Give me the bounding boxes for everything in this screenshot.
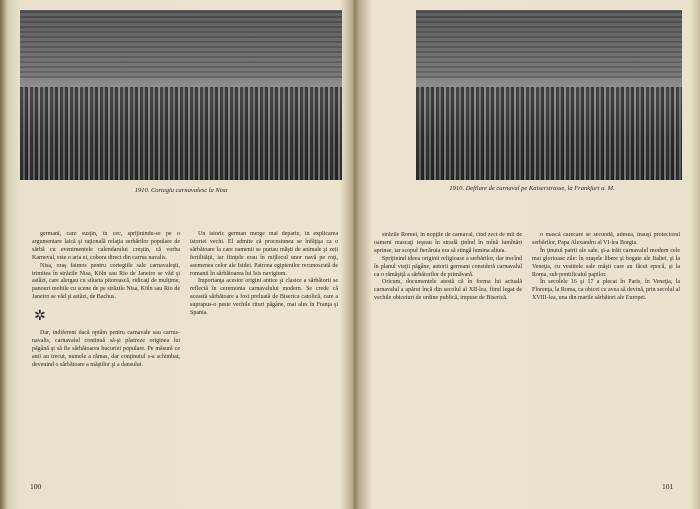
right-column-1 (374, 232, 522, 464)
paragraph: străzile Romei, în nopţile de carnaval, cînd zeci de mii de oameni mascaţi ieşeau în stradă ţinînd în mînă lumînări aprinse, iar scopul fiecăruia era să stingă lumina altuia. (374, 232, 522, 254)
left-page-number: 100 (30, 482, 42, 491)
paragraph: Un istoric german merge mai departe, în explicarea istoriei vechi. El admite că procesiunea se înfăţişa ca o sărbătoare la care oamenii se purtau măşti de animale şi zeii fertilităţii, iar fiinţele erau în mijlocul unor navă pe roţi, asemenea celor ale Isidei. Patrona egiptenilor recunoscută de romanii în sărbătoarea lui Isis navigium. (190, 231, 338, 277)
right-page (362, 0, 692, 509)
paragraph: Sprijinind ideea originii religioase a serbărilor, dar trecînd în planul vieţii păgâne, autorii germani consideră carnavalul ca o rămăşiţă a sărbătorilor de primăvară. (374, 255, 522, 278)
paragraph: Oricum, documentele atestă că în forma lui actuală carnavalul a apărut încă din secolul al XII-lea, fiind legat de vechile obiceiuri de ordine publică, impuse de Biserică. (374, 279, 522, 302)
left-column-1 (32, 231, 180, 461)
left-photo-caption: 1910. Cortegiu carnavalesc la Nisa (134, 187, 228, 194)
photo-carnival-frankfurt (416, 10, 682, 180)
right-page-number: 101 (662, 482, 674, 491)
right-column-2 (532, 232, 680, 464)
left-column-2 (190, 231, 338, 461)
right-photo-caption: 1910. Defilare de carnaval pe Kaiserstrasse, la Frankfurt a. M. (449, 185, 615, 192)
photo-carnival-nice (20, 10, 342, 180)
paragraph: În secolele 16 şi 17 a plecat în Paris, în Veneţia, la Florenţa, la Roma, ca obicei ce avea să devină, prin secolul al XVIII-lea, una din marile sărbători ale Europei. (532, 279, 680, 302)
left-page (8, 0, 348, 509)
paragraph: Nisa, oraş faimos pentru cortegiile sale carnavaleşti, trimitea în străzile Nisa, Köln sau Rio de Janeiro se văd şi astăzi, care alergau cu silueta pitorească, ridicaţi de mulţime, panouri mobile cu scene de pe străzile Nisa, Köln sau Rio de Janeiro se văd şi astăzi, de Bachus. (32, 262, 180, 301)
paragraph: Dar, indiferent dacă optăm pentru carnavale sau carrus-navalis, carnavalul continuă să-şi păstreze originea lui păgână şi să fie sărbătoarea bucuriei populare. Pe măsură ce anii au trecut, numele a rămas, dar conţinutul s-a schimbat, devenind o sărbătoare a măştilor şi a dansului. (32, 330, 180, 368)
paragraph: o mască carecare se secundă, adesea, însuşi protectorul serbărilor, Papa Alexandru al VI-lea Borgia. (532, 232, 680, 246)
asterisk-ornament-icon: ✲ (34, 309, 46, 325)
paragraph: Importanţa acestor origini antice şi clasice a sărbătorii se reflectă în ceremonia carnavalului modern. Se crede că această sărbătoare a fost preluată de Biserica catolică, care a suprapus-o peste vechile rituri păgâne, mai ales în Franţa şi Spania. (190, 278, 338, 317)
paragraph: germani, care susţin, în cec, sprijinindu-se pe o argumentare laică şi raţională relaţia serbărilor populare de sărbă cu evenimentele calendarului creştin, că vorba Karneval, este o aria ei, cobora direct din carrus navalis. (32, 231, 180, 261)
paragraph: În ţinutul patrii ale sale, şi-a trăit carnavalul modern cele mai glorioase zile: în oraşele libere şi bogate ale Italiei, şi la Veneţia, cu vestitele sale măşti care au făcut epocă, şi la Roma, sub pontificatul papilor. (532, 247, 680, 278)
